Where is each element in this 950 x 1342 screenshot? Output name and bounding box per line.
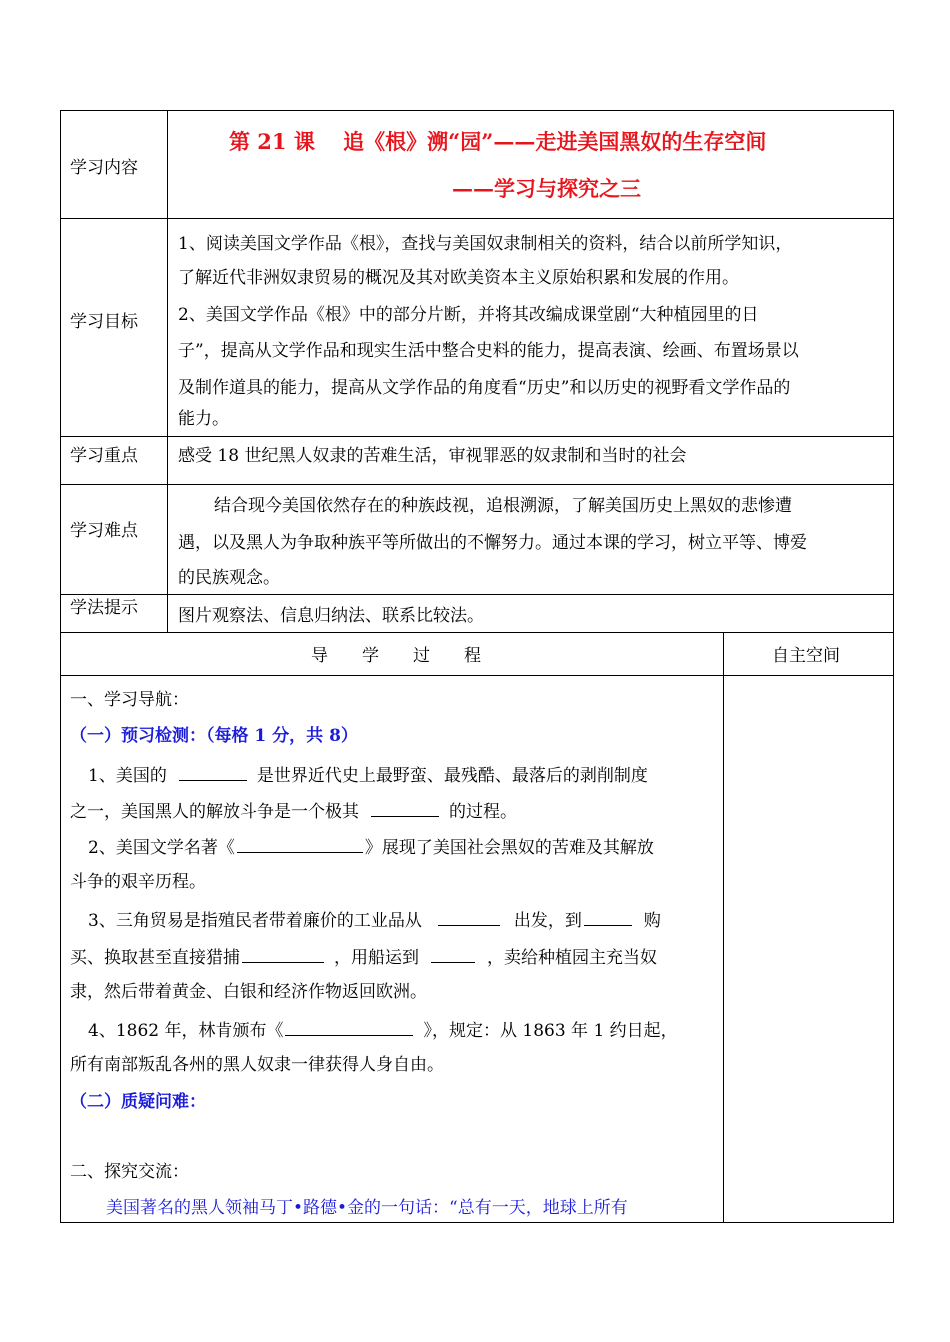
- answer-blank[interactable]: [438, 909, 500, 926]
- question-3-line2: [70, 946, 657, 968]
- quote-text: 美国著名的黑人领袖马丁•路德•金的一句话：“总有一天，地球上所有: [106, 1198, 628, 1218]
- question-text: 》，规定：从 1863 年 1 约日起，: [423, 1021, 678, 1041]
- table-border-left: [60, 110, 61, 1222]
- focus-label: 学习重点: [70, 446, 138, 466]
- content-label: 学习内容: [70, 158, 138, 178]
- row-divider: [60, 484, 894, 485]
- self-space-header: 自主空间: [772, 646, 840, 666]
- answer-blank[interactable]: [179, 764, 247, 781]
- question-text: ，卖给种植园主充当奴: [487, 948, 657, 968]
- goals-line: 能力。: [178, 409, 229, 429]
- focus-text: 感受 18 世纪黑人奴隶的苦难生活，审视罪恶的奴隶制和当时的社会: [178, 446, 687, 466]
- question-text: 买、换取甚至直接猎捕: [70, 948, 240, 968]
- row-divider: [60, 675, 894, 676]
- question-text: 出发，到: [513, 911, 582, 931]
- question-text: 2、美国文学名著《: [88, 838, 235, 858]
- question-text: 之一，美国黑人的解放斗争是一个极其: [70, 802, 359, 822]
- section-explore: 二、探究交流：: [70, 1162, 189, 1182]
- lesson-title-line1: 第 21 课 追《根》溯“园”——走进美国黑奴的生存空间: [229, 129, 767, 154]
- row-divider: [60, 594, 894, 595]
- question-3-line1: [88, 909, 661, 931]
- question-text: 4、1862 年，林肯颁布《: [88, 1021, 284, 1041]
- answer-blank[interactable]: [431, 946, 475, 963]
- goals-line: 子”，提高从文学作品和现实生活中整合史料的能力，提高表演、绘画、布置场景以: [178, 341, 799, 361]
- row-divider: [60, 632, 894, 633]
- space-column-divider: [723, 632, 724, 1222]
- question-text: 的过程。: [449, 802, 517, 822]
- method-text: 图片观察法、信息归纳法、联系比较法。: [178, 606, 484, 626]
- goals-line: 1、阅读美国文学作品《根》，查找与美国奴隶制相关的资料，结合以前所学知识，: [178, 234, 793, 254]
- table-border-right: [893, 110, 894, 1222]
- answer-blank[interactable]: [584, 909, 632, 926]
- goals-label: 学习目标: [70, 312, 138, 332]
- preview-check-title: （一）预习检测：（每格 1 分，共 8）: [70, 726, 358, 746]
- answer-blank[interactable]: [285, 1019, 413, 1036]
- difficulty-label: 学习难点: [70, 521, 138, 541]
- method-label: 学法提示: [70, 598, 138, 618]
- question-4-line2: 所有南部叛乱各州的黑人奴隶一律获得人身自由。: [70, 1055, 444, 1075]
- question-text: 》展现了美国社会黑奴的苦难及其解放: [364, 838, 654, 858]
- row-divider: [60, 436, 894, 437]
- difficulty-line: 结合现今美国依然存在的种族歧视，追根溯源，了解美国历史上黑奴的悲惨遭: [214, 496, 792, 516]
- question-text: 购: [643, 911, 661, 931]
- question-3-line3: 隶，然后带着黄金、白银和经济作物返回欧洲。: [70, 982, 427, 1002]
- process-header: 导 学 过 程: [311, 646, 481, 666]
- row-divider: [60, 218, 894, 219]
- question-text: 是世界近代史上最野蛮、最残酷、最落后的剥削制度: [256, 766, 648, 786]
- goals-line: 2、美国文学作品《根》中的部分片断，并将其改编成课堂剧“大种植园里的日: [178, 305, 759, 325]
- question-text: ，用船运到: [334, 948, 419, 968]
- question-text: 3、三角贸易是指殖民者带着廉价的工业品从: [88, 911, 422, 931]
- difficulty-line: 遇，以及黑人为争取种族平等所做出的不懈努力。通过本课的学习，树立平等、博爱: [178, 533, 807, 553]
- answer-blank[interactable]: [371, 800, 439, 817]
- question-1-line2: [70, 800, 517, 822]
- section-navigation: 一、学习导航：: [70, 690, 189, 710]
- question-1-line1: [88, 764, 648, 786]
- question-2-line1: [88, 836, 654, 858]
- doubt-title: （二）质疑问难：: [70, 1092, 206, 1112]
- goals-line: 及制作道具的能力，提高从文学作品的角度看“历史”和以历史的视野看文学作品的: [178, 378, 791, 398]
- table-border-top: [60, 110, 894, 111]
- difficulty-line: 的民族观念。: [178, 568, 280, 588]
- question-2-line2: 斗争的艰辛历程。: [70, 872, 206, 892]
- lesson-title-line2: ——学习与探究之三: [452, 176, 641, 201]
- goals-line: 了解近代非洲奴隶贸易的概况及其对欧美资本主义原始积累和发展的作用。: [178, 268, 739, 288]
- answer-blank[interactable]: [237, 836, 363, 853]
- label-column-divider: [167, 110, 168, 632]
- table-border-bottom: [60, 1222, 894, 1223]
- question-text: 1、美国的: [88, 766, 167, 786]
- answer-blank[interactable]: [242, 946, 324, 963]
- question-4-line1: [88, 1019, 678, 1041]
